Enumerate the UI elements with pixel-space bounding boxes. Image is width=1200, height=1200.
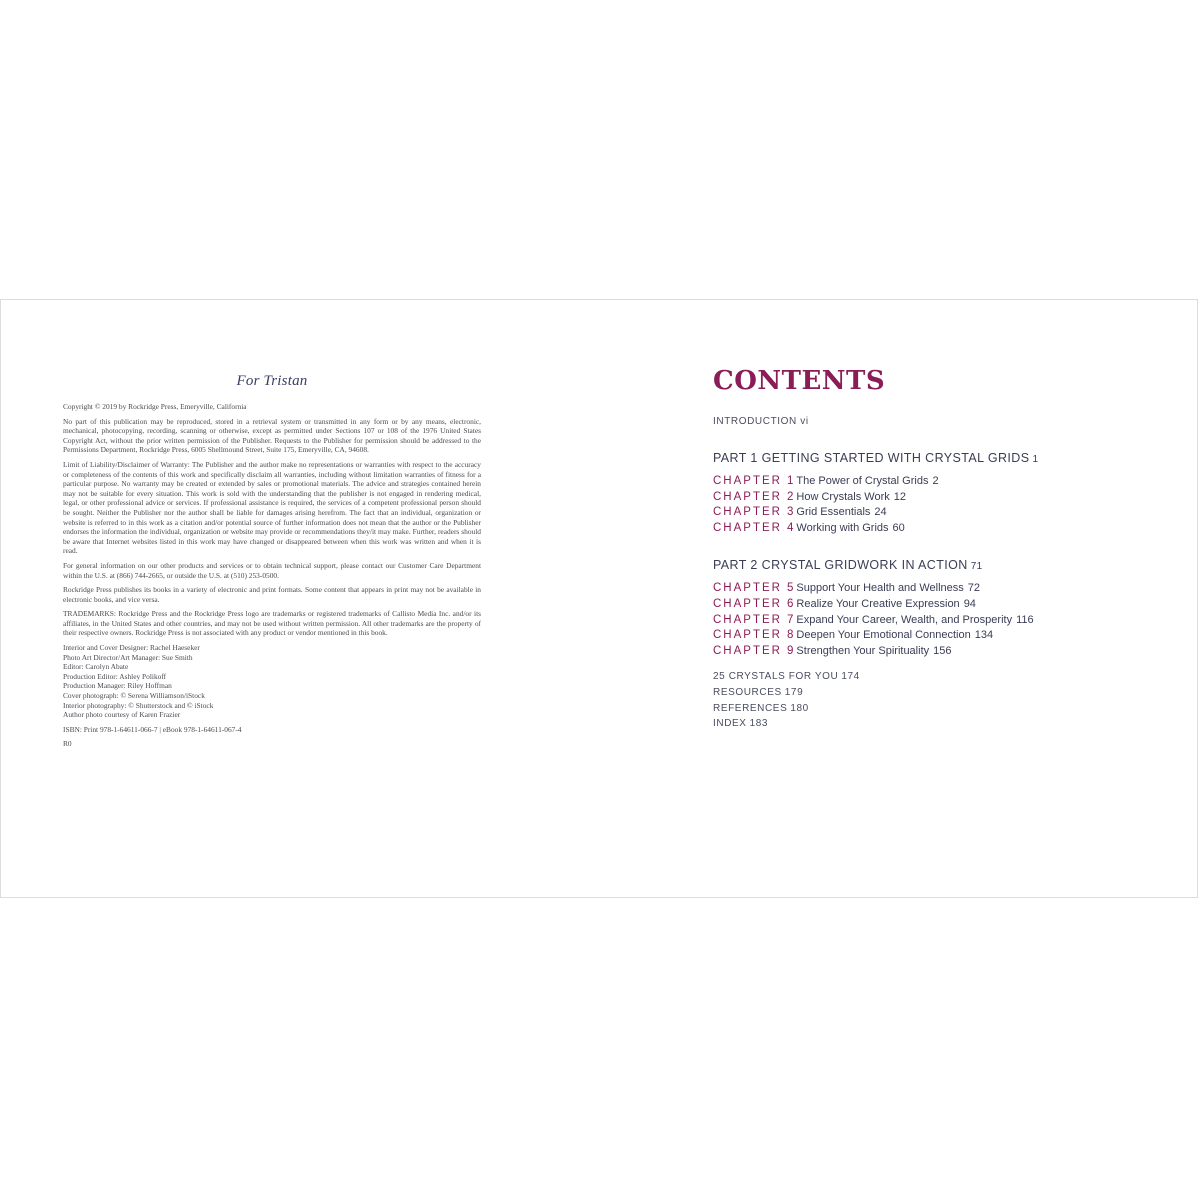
chapter-word: CHAPTER — [713, 613, 782, 626]
part-1-chapters — [713, 474, 1153, 536]
copyright-paragraph: No part of this publication may be reproduced, stored in a retrieval system or transmitted in any form or by any means, electronic, mechanical, photocopying, recording, scanning or otherwise, except as permitted under Sections 107 or 108 of the 1976 United States Copyright Act, without the prior written permission of the Publisher. Requests to the Publisher for permission should be addressed to the Permissions Department, Rockridge Press, 6005 Shellmound Street, Suite 175, Emeryville, CA, 94608. — [63, 416, 481, 455]
toc-part-2[interactable] — [713, 558, 1153, 572]
toc-label: INTRODUCTION — [713, 416, 797, 427]
chapter-number: 4 — [787, 521, 794, 534]
toc-page: 174 — [841, 671, 860, 683]
chapter-title: Support Your Health and Wellness — [796, 582, 964, 595]
isbn: ISBN: Print 978-1-64611-066-7 | eBook 978-1-64611-067-4 — [63, 724, 242, 734]
toc-chapter-3[interactable] — [713, 505, 1153, 521]
toc-label: REFERENCES — [713, 702, 788, 714]
toc-chapter-9[interactable] — [713, 644, 1153, 660]
chapter-title: Realize Your Creative Expression — [796, 597, 960, 610]
chapter-title: Working with Grids — [796, 521, 889, 534]
copyright-text — [63, 402, 481, 749]
dedication: For Tristan — [236, 373, 308, 389]
toc-resources[interactable] — [713, 685, 1153, 701]
toc-page: 179 — [784, 686, 804, 698]
toc-part-1[interactable] — [713, 451, 1153, 465]
chapter-page: 116 — [1016, 613, 1034, 626]
chapter-word: CHAPTER — [713, 582, 782, 595]
chapter-title: Strengthen Your Spirituality — [796, 644, 930, 657]
trademarks-paragraph: TRADEMARKS: Rockridge Press and the Rockridge Press logo are trademarks or registered trademarks of Callisto Media Inc. and/or its affiliates, in the United States and other countries, and may not be used without written permission. All other trademarks are the property of their respective owners. Rockridge Press is not associated with any product or vendor mentioned in this book. — [63, 609, 481, 638]
credit-line: Production Editor: Ashley Polikoff — [63, 671, 167, 681]
credits-list — [63, 643, 481, 720]
chapter-word: CHAPTER — [713, 521, 782, 534]
chapter-word: CHAPTER — [713, 597, 782, 610]
chapter-page: 2 — [932, 475, 939, 487]
toc-chapter-1[interactable] — [713, 474, 1153, 490]
copyright-line: Copyright © 2019 by Rockridge Press, Emeryville, California — [63, 402, 247, 411]
chapter-word: CHAPTER — [713, 475, 782, 487]
chapter-page: 12 — [893, 490, 906, 503]
contents-page — [713, 366, 1153, 732]
chapter-page: 72 — [967, 582, 981, 595]
credit-line: Editor: Carolyn Abate — [63, 662, 129, 672]
chapter-title: Deepen Your Emotional Connection — [796, 629, 971, 642]
chapter-number: 6 — [787, 597, 794, 610]
toc-crystals-for-you[interactable] — [713, 669, 1153, 685]
toc-label: INDEX — [713, 718, 747, 730]
toc-chapter-5[interactable] — [713, 581, 1153, 597]
chapter-number: 1 — [787, 475, 794, 487]
copyright-page — [63, 373, 481, 754]
toc-chapter-8[interactable] — [713, 628, 1153, 644]
part-page: 1 — [1032, 454, 1039, 465]
book-spread — [0, 299, 1198, 898]
printing-code: R0 — [63, 739, 72, 749]
credit-line: Photo Art Director/Art Manager: Sue Smith — [63, 652, 193, 662]
formats-paragraph: Rockridge Press publishes its books in a variety of electronic and print formats. Some content that appears in print may not be available in electronic books, and vice versa. — [63, 585, 481, 604]
credit-line: Interior and Cover Designer: Rachel Haeseker — [63, 643, 200, 653]
credit-line: Author photo courtesy of Karen Frazier — [63, 710, 181, 720]
toc-page: 183 — [749, 718, 769, 730]
chapter-number: 9 — [787, 644, 794, 657]
disclaimer-paragraph: Limit of Liability/Disclaimer of Warranty: The Publisher and the author make no representations or warranties with respect to the accuracy or completeness of the contents of this work and specifically disclaim all warranties, including without limitation warranties of fitness for a particular purpose. No warranty may be created or extended by sales or promotional materials. The advice and strategies contained herein may not be suitable for every situation. This work is sold with the understanding that the publisher is not engaged in rendering medical, legal, or other professional advice or services. If professional assistance is required, the services of a competent professional person should be sought. Neither the Publisher nor the author shall be liable for damages arising herefrom. The fact that an individual, organization or website is referred to in this work as a citation and/or potential source of further information does not mean that the author or the Publisher endorses the information the individual, organization or website may provide or recommendations they/it may make. Further, readers should be aware that Internet websites listed in this work may have changed or disappeared between when this work was written and when it is read. — [63, 459, 481, 556]
chapter-word: CHAPTER — [713, 490, 782, 503]
part-label: PART 2 CRYSTAL GRIDWORK IN ACTION — [713, 558, 968, 573]
credit-line: Cover photograph: © Serena Williamson/iStock — [63, 691, 205, 701]
contents-title: CONTENTS — [713, 366, 886, 396]
chapter-title: The Power of Crystal Grids — [796, 475, 929, 487]
chapter-title: Grid Essentials — [796, 506, 871, 519]
chapter-number: 8 — [787, 629, 794, 642]
chapter-number: 7 — [787, 613, 794, 626]
chapter-title: How Crystals Work — [796, 490, 890, 503]
chapter-number: 3 — [787, 506, 794, 519]
toc-chapter-7[interactable] — [713, 613, 1153, 629]
chapter-page: 24 — [874, 506, 887, 519]
chapter-word: CHAPTER — [713, 629, 782, 642]
toc-introduction[interactable] — [713, 416, 1153, 427]
chapter-number: 2 — [787, 490, 794, 503]
toc-page: 180 — [790, 702, 809, 714]
chapter-page: 60 — [892, 521, 905, 534]
chapter-title: Expand Your Career, Wealth, and Prosperity — [796, 613, 1013, 626]
support-paragraph: For general information on our other products and services or to obtain technical support, please contact our Customer Care Department within the U.S. at (866) 744-2665, or outside the U.S. at (510) 253-0500. — [63, 560, 481, 580]
part-label: PART 1 GETTING STARTED WITH CRYSTAL GRIDS — [713, 451, 1030, 465]
chapter-word: CHAPTER — [713, 644, 782, 657]
toc-back-matter — [713, 669, 1153, 731]
toc-page: vi — [800, 416, 809, 427]
toc-chapter-2[interactable] — [713, 490, 1153, 506]
credit-line: Production Manager: Riley Hoffman — [63, 681, 172, 691]
credit-line: Interior photography: © Shutterstock and © iStock — [63, 700, 214, 710]
toc-chapter-6[interactable] — [713, 597, 1153, 613]
toc-references[interactable] — [713, 701, 1153, 717]
part-2-chapters — [713, 581, 1153, 659]
toc-index[interactable] — [713, 716, 1153, 732]
chapter-number: 5 — [787, 582, 794, 595]
toc-label: RESOURCES — [713, 686, 782, 698]
toc-chapter-4[interactable] — [713, 521, 1153, 537]
chapter-page: 134 — [974, 629, 994, 642]
chapter-page: 156 — [933, 644, 952, 657]
part-page: 71 — [970, 561, 983, 573]
chapter-page: 94 — [963, 597, 976, 610]
toc-label: 25 CRYSTALS FOR YOU — [713, 671, 839, 683]
chapter-word: CHAPTER — [713, 506, 782, 519]
